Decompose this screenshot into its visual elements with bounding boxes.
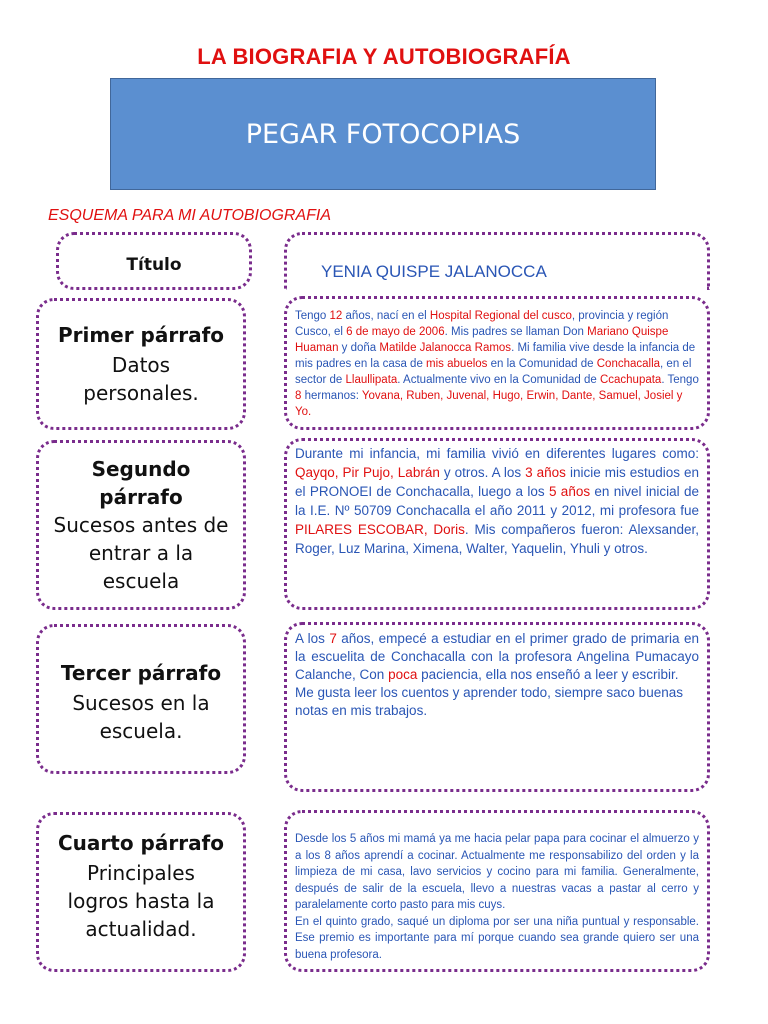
p2-text: Durante mi infancia, mi familia vivió en diferentes lugares como: Qayqo, Pir Pujo, Labrán y otros. A los 3 años inicie mis estudios en el PRONOEI de Conchacalla, luego a los 5 años en nivel inicial de la I.E. Nº 50709 Conchacalla el año 2011 y 2012, mi profesora fue PILARES ESCOBAR, Doris. Mis compañeros fueron: Alexsander, Roger, Luz Marina, Ximena, Walter, Yaquelin, Yhuli y otros. (295, 446, 699, 556)
content-box-titulo (284, 232, 710, 290)
p3-label (39, 659, 243, 745)
p1-label-bold: Primer párrafo (57, 323, 225, 347)
label-box-p2 (36, 440, 246, 610)
label-box-titulo (56, 232, 252, 290)
label-box-p1 (36, 298, 246, 430)
p1-label (39, 321, 243, 407)
titulo-label: Título (126, 255, 182, 275)
banner-text: PEGAR FOTOCOPIAS (245, 119, 521, 150)
photocopy-banner (110, 78, 656, 190)
p4-label-bold: Cuarto párrafo (57, 831, 224, 855)
label-box-p3 (36, 624, 246, 774)
p4-label (39, 829, 243, 943)
content-box-p3 (284, 622, 710, 792)
p1-text: Tengo 12 años, nací en el Hospital Regional del cusco, provincia y región Cusco, el 6 de mayo de 2006. Mis padres se llaman Don Mariano Quispe Huaman y doña Matilde Jalanocca Ramos. Mi familia vive desde la infancia de mis padres en la casa de mis abuelos en la Comunidad de Conchacalla, en el sector de Llaullipata. Actualmente vivo en la Comunidad de Ccachupata. Tengo 8 hermanos: Yovana, Ruben, Juvenal, Hugo, Erwin, Dante, Samuel, Josiel y Yo. (295, 310, 699, 418)
section-subtitle: ESQUEMA PARA MI AUTOBIOGRAFIA (48, 207, 332, 224)
p3-label-bold: Tercer párrafo (60, 661, 222, 685)
p2-label (39, 455, 243, 595)
p2-label-bold: Segundo párrafo (91, 457, 191, 509)
content-box-p1 (284, 296, 710, 430)
p1-label-sub: Datos personales. (83, 353, 199, 405)
label-box-p4 (36, 812, 246, 972)
content-box-p4 (284, 810, 710, 972)
titulo-value: YENIA QUISPE JALANOCCA (321, 262, 547, 281)
page-title: LA BIOGRAFIA Y AUTOBIOGRAFÍA (197, 44, 571, 69)
content-box-p2 (284, 438, 710, 610)
p4-label-sub: Principales logros hasta la actualidad. (67, 861, 215, 941)
p4-text: Desde los 5 años mi mamá ya me hacia pelar papa para cocinar el almuerzo y a los 8 años aprendí a cocinar. Actualmente me responsabilizo del orden y la limpieza de mi casa, lavo servicios y cocino para mi familia. Generalmente, después de salir de la escuela, llevo a nuestras vacas a pastar al cerro y paralelamente corto pasto para mis cuys. En el quinto grado, saqué un diploma por ser una niña puntual y responsable. Ese premio es importante para mí porque cuando sea grande quiero ser una buena profesora. (295, 833, 699, 961)
p2-label-sub: Sucesos antes de entrar a la escuela (53, 513, 229, 593)
p3-label-sub: Sucesos en la escuela. (72, 691, 210, 743)
p3-text: A los 7 años, empecé a estudiar en el primer grado de primaria en la escuelita de Conchacalla con la profesora Angelina Pumacayo Calanche, Con poca paciencia, ella nos enseñó a leer y escribir. Me gusta leer los cuentos y aprender todo, siempre saco buenas notas en mis trabajos. (295, 631, 699, 718)
